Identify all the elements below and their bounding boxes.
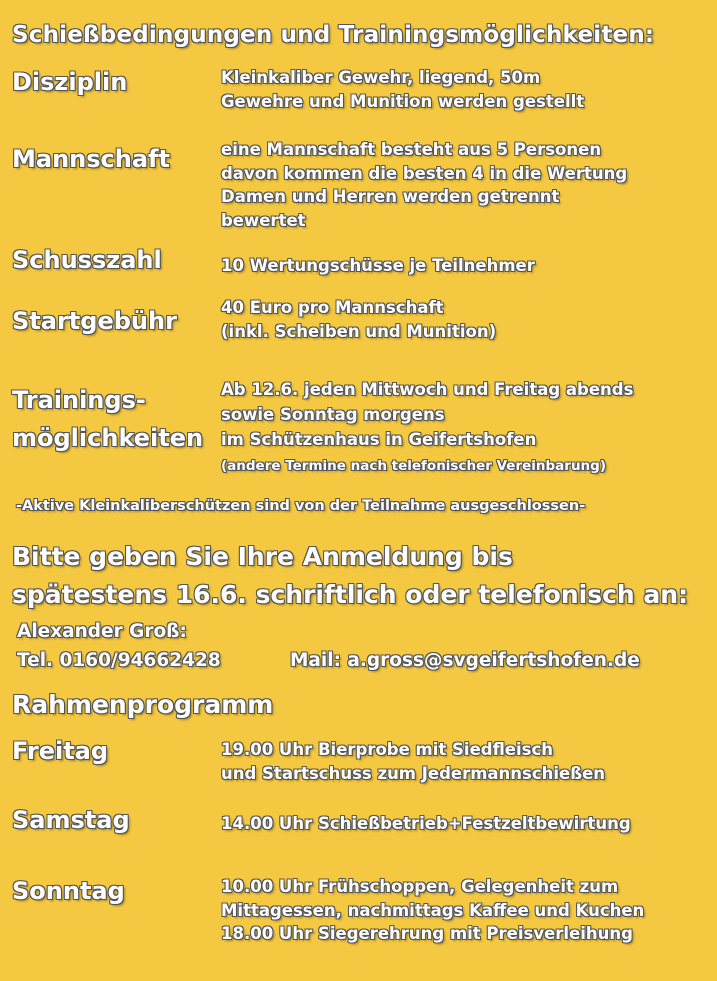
mannschaft-line-2: davon kommen die besten 4 in die Wertung — [221, 163, 628, 183]
sonntag-text — [221, 875, 644, 946]
samstag-line-1: 14.00 Uhr Schießbetrieb+Festzeltbewirtung — [221, 814, 631, 833]
exclusion-note: -Aktive Kleinkaliberschützen sind von der Teilnahme ausgeschlossen- — [16, 498, 586, 514]
registration-text — [12, 538, 688, 614]
sonntag-line-1: 10.00 Uhr Frühschoppen, Gelegenheit zum — [221, 877, 619, 896]
registration-line-1: Bitte geben Sie Ihre Anmeldung bis — [12, 542, 513, 571]
page-title: Schießbedingungen und Trainingsmöglichkeiten: — [12, 22, 655, 48]
training-line-1: Ab 12.6. jeden Mittwoch und Freitag abends — [221, 380, 634, 399]
disziplin-line-1: Kleinkaliber Gewehr, liegend, 50m — [221, 68, 541, 87]
samstag-text — [221, 812, 631, 836]
training-label — [12, 381, 203, 457]
mannschaft-label: Mannschaft — [12, 145, 170, 173]
disziplin-line-2: Gewehre und Munition werden gestellt — [221, 91, 585, 111]
training-line-3: im Schützenhaus in Geifertshofen — [221, 430, 537, 449]
startgebuehr-text — [221, 296, 496, 343]
contact-mail: Mail: a.gross@svgeifertshofen.de — [290, 650, 640, 671]
freitag-line-1: 19.00 Uhr Bierprobe mit Siedfleisch — [221, 740, 553, 759]
mannschaft-line-4: bewertet — [221, 210, 306, 230]
startgebuehr-label: Startgebühr — [12, 307, 177, 335]
sonntag-line-3: 18.00 Uhr Siegerehrung mit Preisverleihung — [221, 924, 633, 943]
freitag-text — [221, 738, 605, 785]
disziplin-label: Disziplin — [12, 68, 128, 96]
program-heading: Rahmenprogramm — [12, 690, 274, 719]
mannschaft-line-1: eine Mannschaft besteht aus 5 Personen — [221, 140, 602, 159]
schusszahl-label: Schusszahl — [12, 246, 162, 274]
startgebuehr-line-1: 40 Euro pro Mannschaft — [221, 298, 444, 317]
mannschaft-text — [221, 138, 627, 232]
training-label-line-1: Trainings- — [12, 386, 146, 414]
schusszahl-text — [221, 254, 535, 278]
sonntag-line-2: Mittagessen, nachmittags Kaffee und Kuchen — [221, 900, 645, 920]
samstag-label: Samstag — [12, 806, 130, 834]
contact-name: Alexander Groß: — [17, 621, 187, 642]
training-label-line-2: möglichkeiten — [12, 424, 204, 452]
disziplin-text — [221, 66, 584, 113]
startgebuehr-line-2: (inkl. Scheiben und Munition) — [221, 321, 497, 341]
training-line-2: sowie Sonntag morgens — [221, 405, 445, 424]
freitag-line-2: und Startschuss zum Jedermannschießen — [221, 763, 606, 783]
schusszahl-line-1: 10 Wertungschüsse je Teilnehmer — [221, 256, 535, 275]
training-note: (andere Termine nach telefonischer Vereinbarung) — [221, 458, 606, 474]
mannschaft-line-3: Damen und Herren werden getrennt — [221, 187, 560, 206]
registration-line-2: spätestens 16.6. schriftlich oder telefonisch an: — [12, 580, 689, 609]
training-text — [221, 377, 633, 452]
sonntag-label: Sonntag — [12, 877, 125, 905]
freitag-label: Freitag — [12, 737, 109, 765]
contact-phone: Tel. 0160/94662428 — [17, 650, 221, 671]
